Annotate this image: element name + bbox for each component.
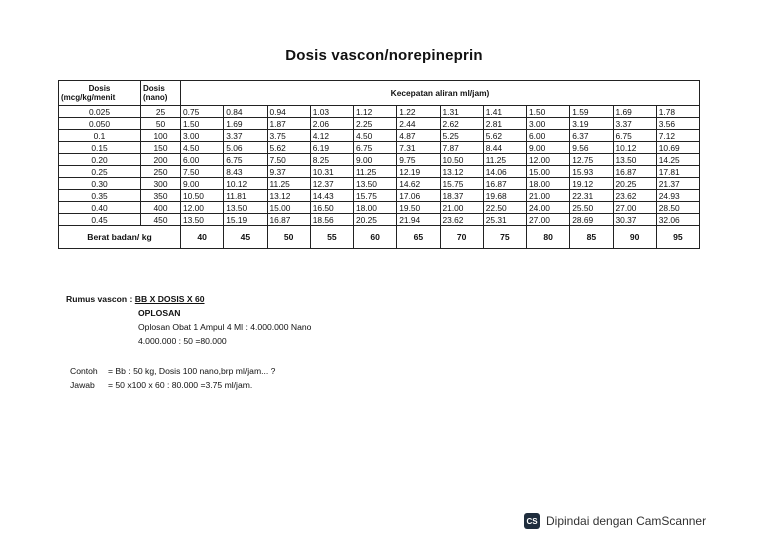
rate-cell: 24.93 <box>656 190 699 202</box>
calc-line: 4.000.000 : 50 =80.000 <box>138 336 227 346</box>
dose-nano-cell: 400 <box>141 202 181 214</box>
table-row <box>59 130 700 142</box>
rate-cell: 8.43 <box>224 166 267 178</box>
rate-cell: 11.25 <box>354 166 397 178</box>
rate-cell: 20.25 <box>613 178 656 190</box>
dose-mcg-cell: 0.20 <box>59 154 141 166</box>
rate-cell: 2.06 <box>310 118 353 130</box>
table-row <box>59 178 700 190</box>
rate-cell: 3.37 <box>224 130 267 142</box>
rate-cell: 27.00 <box>613 202 656 214</box>
rate-cell: 30.37 <box>613 214 656 226</box>
weight-cell: 45 <box>224 226 267 249</box>
rate-cell: 1.50 <box>181 118 224 130</box>
dose-mcg-cell: 0.40 <box>59 202 141 214</box>
rate-cell: 7.31 <box>397 142 440 154</box>
weight-cell: 55 <box>310 226 353 249</box>
rate-cell: 5.25 <box>440 130 483 142</box>
dose-mcg-cell: 0.050 <box>59 118 141 130</box>
table-row <box>59 106 700 118</box>
rate-cell: 14.62 <box>397 178 440 190</box>
rate-cell: 2.81 <box>483 118 526 130</box>
rate-cell: 6.19 <box>310 142 353 154</box>
rate-cell: 1.03 <box>310 106 353 118</box>
weight-row <box>59 226 700 249</box>
rate-cell: 27.00 <box>527 214 570 226</box>
rate-cell: 4.87 <box>397 130 440 142</box>
table-header-row <box>59 81 700 106</box>
rate-cell: 1.41 <box>483 106 526 118</box>
rate-cell: 20.25 <box>354 214 397 226</box>
rate-cell: 21.00 <box>440 202 483 214</box>
rate-cell: 23.62 <box>613 190 656 202</box>
dose-mcg-cell: 0.025 <box>59 106 141 118</box>
rate-cell: 1.69 <box>613 106 656 118</box>
camscanner-watermark <box>524 513 706 529</box>
rate-cell: 22.31 <box>570 190 613 202</box>
dose-mcg-cell: 0.15 <box>59 142 141 154</box>
rate-cell: 1.22 <box>397 106 440 118</box>
dose-nano-cell: 50 <box>141 118 181 130</box>
rate-cell: 11.81 <box>224 190 267 202</box>
rate-cell: 0.84 <box>224 106 267 118</box>
weight-cell: 80 <box>527 226 570 249</box>
rate-cell: 21.37 <box>656 178 699 190</box>
contoh-value: = Bb : 50 kg, Dosis 100 nano,brp ml/jam... ? <box>108 366 276 376</box>
dose-nano-cell: 150 <box>141 142 181 154</box>
rate-cell: 11.25 <box>483 154 526 166</box>
rate-cell: 8.25 <box>310 154 353 166</box>
example-section <box>70 364 275 392</box>
dose-nano-cell: 450 <box>141 214 181 226</box>
dose-nano-cell: 350 <box>141 190 181 202</box>
rate-cell: 15.00 <box>527 166 570 178</box>
dose-rate-table <box>58 80 700 249</box>
rate-cell: 0.94 <box>267 106 310 118</box>
rate-cell: 21.94 <box>397 214 440 226</box>
rate-cell: 12.00 <box>181 202 224 214</box>
rate-cell: 6.75 <box>224 154 267 166</box>
rate-cell: 6.37 <box>570 130 613 142</box>
jawab-key: Jawab <box>70 380 95 390</box>
rate-cell: 10.31 <box>310 166 353 178</box>
table-row <box>59 190 700 202</box>
table-row <box>59 154 700 166</box>
rate-cell: 4.12 <box>310 130 353 142</box>
rate-cell: 1.69 <box>224 118 267 130</box>
rate-cell: 8.44 <box>483 142 526 154</box>
rate-cell: 7.12 <box>656 130 699 142</box>
rate-cell: 13.12 <box>267 190 310 202</box>
weight-cell: 85 <box>570 226 613 249</box>
rate-cell: 15.00 <box>267 202 310 214</box>
dose-mcg-cell: 0.30 <box>59 178 141 190</box>
rate-cell: 1.59 <box>570 106 613 118</box>
rate-cell: 6.75 <box>354 142 397 154</box>
rate-cell: 4.50 <box>181 142 224 154</box>
rate-cell: 28.69 <box>570 214 613 226</box>
dose-nano-cell: 200 <box>141 154 181 166</box>
rate-cell: 24.00 <box>527 202 570 214</box>
dose-mcg-cell: 0.45 <box>59 214 141 226</box>
weight-cell: 75 <box>483 226 526 249</box>
rate-cell: 9.75 <box>397 154 440 166</box>
rate-cell: 12.37 <box>310 178 353 190</box>
camscanner-logo-icon: CS <box>524 513 540 529</box>
rate-cell: 16.50 <box>310 202 353 214</box>
rate-cell: 13.50 <box>181 214 224 226</box>
camscanner-text: Dipindai dengan CamScanner <box>546 514 707 528</box>
rate-cell: 7.50 <box>267 154 310 166</box>
rate-cell: 15.93 <box>570 166 613 178</box>
dose-nano-cell: 250 <box>141 166 181 178</box>
dose-nano-header-line1: Dosis <box>143 84 165 93</box>
rate-cell: 12.19 <box>397 166 440 178</box>
rate-cell: 25.50 <box>570 202 613 214</box>
table-row <box>59 202 700 214</box>
rate-cell: 16.87 <box>267 214 310 226</box>
dose-mcg-cell: 0.1 <box>59 130 141 142</box>
rate-cell: 2.25 <box>354 118 397 130</box>
weight-cell: 40 <box>181 226 224 249</box>
weight-cell: 90 <box>613 226 656 249</box>
rate-cell: 21.00 <box>527 190 570 202</box>
table-row <box>59 214 700 226</box>
rate-cell: 5.62 <box>267 142 310 154</box>
rate-cell: 9.00 <box>181 178 224 190</box>
rate-cell: 16.87 <box>483 178 526 190</box>
rate-cell: 28.50 <box>656 202 699 214</box>
rate-cell: 19.68 <box>483 190 526 202</box>
rate-cell: 9.56 <box>570 142 613 154</box>
weight-cell: 95 <box>656 226 699 249</box>
oplosan-line: Oplosan Obat 1 Ampul 4 Ml : 4.000.000 Nano <box>138 322 312 332</box>
rate-cell: 9.37 <box>267 166 310 178</box>
rate-cell: 3.37 <box>613 118 656 130</box>
rate-cell: 15.75 <box>440 178 483 190</box>
rate-cell: 1.31 <box>440 106 483 118</box>
rate-cell: 7.87 <box>440 142 483 154</box>
rate-cell: 6.00 <box>181 154 224 166</box>
rate-cell: 6.75 <box>613 130 656 142</box>
rate-cell: 18.00 <box>527 178 570 190</box>
dose-mcg-cell: 0.25 <box>59 166 141 178</box>
rate-cell: 1.87 <box>267 118 310 130</box>
rate-cell: 13.50 <box>613 154 656 166</box>
dose-nano-header-line2: (nano) <box>143 93 168 102</box>
rate-cell: 3.00 <box>527 118 570 130</box>
rate-cell: 10.12 <box>613 142 656 154</box>
rate-cell: 11.25 <box>267 178 310 190</box>
oplosan-title: OPLOSAN <box>138 308 181 318</box>
rate-cell: 17.81 <box>656 166 699 178</box>
table-row <box>59 142 700 154</box>
rate-cell: 13.50 <box>224 202 267 214</box>
rate-cell: 0.75 <box>181 106 224 118</box>
dose-nano-cell: 100 <box>141 130 181 142</box>
rate-cell: 5.06 <box>224 142 267 154</box>
dose-mcg-header-line1: Dosis <box>88 84 111 93</box>
contoh-row <box>70 364 275 378</box>
rate-cell: 3.75 <box>267 130 310 142</box>
rate-cell: 18.37 <box>440 190 483 202</box>
table-row <box>59 118 700 130</box>
rate-cell: 3.19 <box>570 118 613 130</box>
rate-cell: 3.00 <box>181 130 224 142</box>
dose-nano-cell: 300 <box>141 178 181 190</box>
weight-label: Berat badan/ kg <box>59 226 181 249</box>
dose-mcg-header-line2: (mcg/kg/menit <box>61 93 116 102</box>
rate-cell: 32.06 <box>656 214 699 226</box>
formula-label: Rumus vascon : <box>66 294 133 304</box>
rate-cell: 22.50 <box>483 202 526 214</box>
rate-cell: 7.50 <box>181 166 224 178</box>
rate-cell: 4.50 <box>354 130 397 142</box>
rate-cell: 19.50 <box>397 202 440 214</box>
rate-cell: 12.75 <box>570 154 613 166</box>
rate-cell: 2.44 <box>397 118 440 130</box>
table-body <box>59 106 700 249</box>
rate-cell: 23.62 <box>440 214 483 226</box>
formula-expression: BB X DOSIS X 60 <box>134 294 205 304</box>
dose-mcg-cell: 0.35 <box>59 190 141 202</box>
rate-cell: 14.06 <box>483 166 526 178</box>
rate-cell: 17.06 <box>397 190 440 202</box>
rate-cell: 1.78 <box>656 106 699 118</box>
rate-cell: 16.87 <box>613 166 656 178</box>
weight-cell: 50 <box>267 226 310 249</box>
rate-cell: 15.75 <box>354 190 397 202</box>
contoh-key: Contoh <box>70 366 98 376</box>
rate-cell: 6.00 <box>527 130 570 142</box>
weight-cell: 70 <box>440 226 483 249</box>
rate-cell: 25.31 <box>483 214 526 226</box>
rate-cell: 18.56 <box>310 214 353 226</box>
jawab-value: = 50 x100 x 60 : 80.000 =3.75 ml/jam. <box>108 380 253 390</box>
rate-cell: 2.62 <box>440 118 483 130</box>
dose-nano-cell: 25 <box>141 106 181 118</box>
rate-cell: 9.00 <box>354 154 397 166</box>
weight-cell: 60 <box>354 226 397 249</box>
rate-cell: 3.56 <box>656 118 699 130</box>
rate-cell: 15.19 <box>224 214 267 226</box>
rate-cell: 9.00 <box>527 142 570 154</box>
rate-cell: 5.62 <box>483 130 526 142</box>
rate-cell: 13.12 <box>440 166 483 178</box>
rate-cell: 12.00 <box>527 154 570 166</box>
rate-cell: 14.25 <box>656 154 699 166</box>
rate-cell: 14.43 <box>310 190 353 202</box>
weight-cell: 65 <box>397 226 440 249</box>
rate-cell: 1.50 <box>527 106 570 118</box>
page-title: Dosis vascon/norepineprin <box>285 47 483 64</box>
formula-section <box>66 292 311 348</box>
rate-cell: 13.50 <box>354 178 397 190</box>
jawab-row <box>70 378 275 392</box>
rate-cell: 1.12 <box>354 106 397 118</box>
rate-header: Kecepatan aliran ml/jam) <box>181 81 700 106</box>
rate-cell: 10.50 <box>181 190 224 202</box>
dose-mcg-header <box>59 81 141 106</box>
rate-cell: 10.69 <box>656 142 699 154</box>
rate-cell: 19.12 <box>570 178 613 190</box>
rate-cell: 10.50 <box>440 154 483 166</box>
dose-nano-header <box>141 81 181 106</box>
table-row <box>59 166 700 178</box>
rate-cell: 10.12 <box>224 178 267 190</box>
rate-cell: 18.00 <box>354 202 397 214</box>
